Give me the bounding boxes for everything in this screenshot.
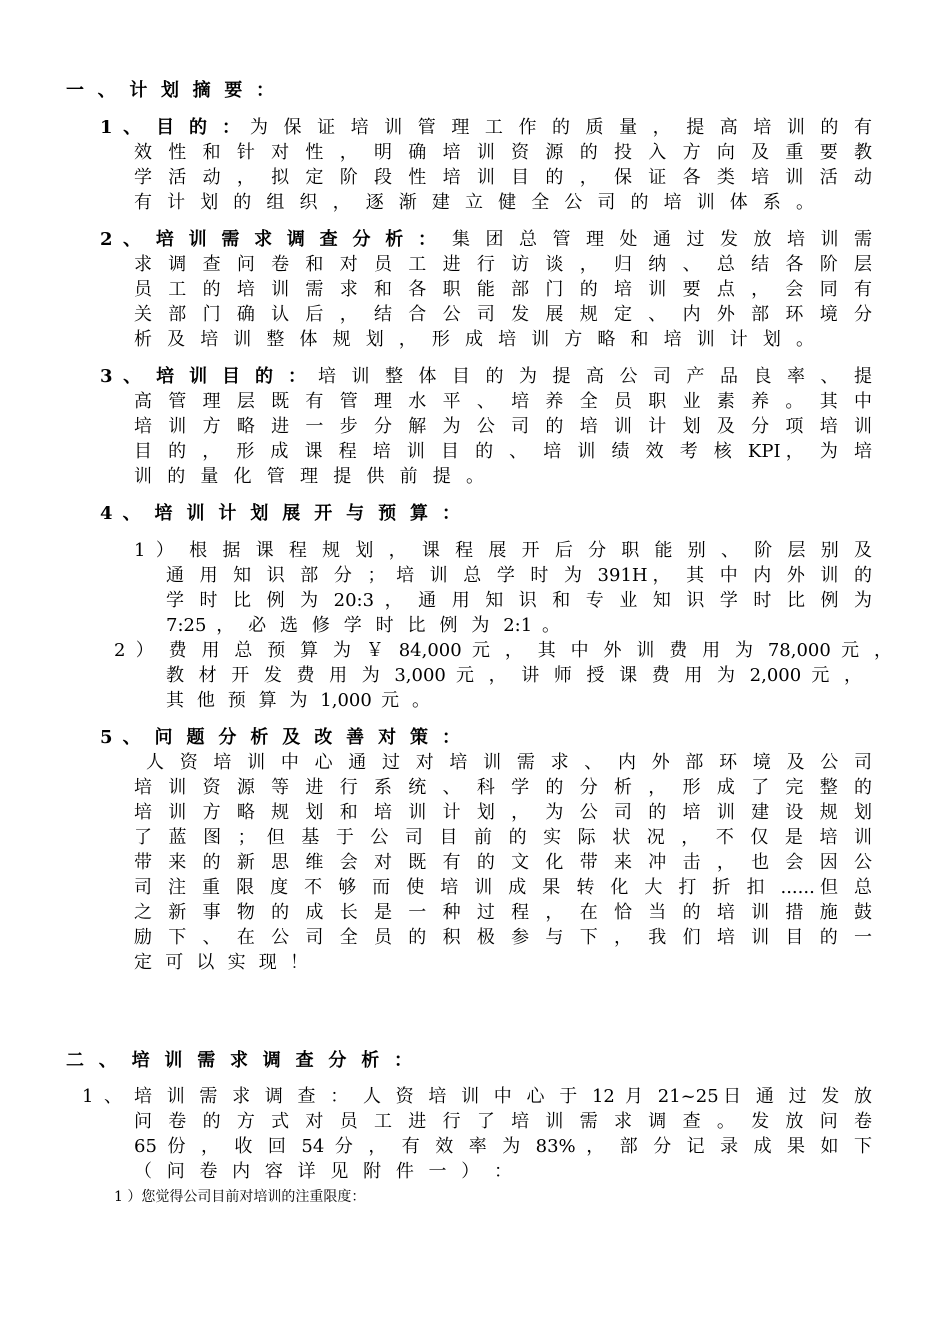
section2-item1-line: （ 问 卷 内 容 详 见 附 件 一 ） ：	[134, 1161, 512, 1182]
item4-sub2-line: 教 材 开 发 费 用 为 3,000 元 ， 讲 师 授 课 费 用 为 2,000 元 ，	[166, 665, 862, 686]
section2-heading: 二 、 培 训 需 求 调 查 分 析 ：	[66, 1050, 412, 1071]
section1-heading: 一 、 计 划 摘 要 ：	[66, 80, 274, 101]
item4-sub2-line: 其 他 预 算 为 1,000 元 。	[166, 690, 430, 711]
item4-sub1-line: 通 用 知 识 部 分 ； 培 训 总 学 时 为 391H， 其 中 内 外 训 的	[166, 565, 872, 586]
item4-sub1-line: 7:25 ， 必 选 修 学 时 比 例 为 2:1 。	[166, 615, 560, 636]
item2-label: 2 、 培 训 需 求 调 查 分 析 ：	[100, 229, 436, 250]
section2-item1-line: 65 份 ， 收 回 54 分 ， 有 效 率 为 83% ， 部 分 记 录 成 果 如 下	[134, 1136, 872, 1157]
item3-line: 培 训 整 体 目 的 为 提 高 公 司 产 品 良 率 、 提	[318, 366, 872, 387]
item5-line: 定 可 以 实 现 ！	[134, 952, 308, 973]
item1-line: 效 性 和 针 对 性 ， 明 确 培 训 资 源 的 投 入 方 向 及 重 要 教	[134, 142, 872, 163]
item2-line: 求 调 查 问 卷 和 对 员 工 进 行 访 谈 ， 归 纳 、 总 结 各 阶 层	[134, 254, 872, 275]
item2-line: 关 部 门 确 认 后 ， 结 合 公 司 发 展 规 定 、 内 外 部 环 境 分	[134, 304, 872, 325]
item4-sub2-line: 2 ） 费 用 总 预 算 为 ￥ 84,000 元 ， 其 中 外 训 费 用 为 78,000 元 ，	[114, 640, 892, 661]
item4-sub1-line: 学 时 比 例 为 20:3 ， 通 用 知 识 和 专 业 知 识 学 时 比 例 为	[166, 590, 872, 611]
item5-line: 培 训 资 源 等 进 行 系 统 、 科 学 的 分 析 ， 形 成 了 完 整 的	[134, 777, 872, 798]
item4-sub1-line: 1 ） 根 据 课 程 规 划 ， 课 程 展 开 后 分 职 能 别 、 阶 层 别 及	[134, 540, 872, 561]
item5-line: 人 资 培 训 中 心 通 过 对 培 训 需 求 、 内 外 部 环 境 及 公 司	[146, 752, 872, 773]
item3-label: 3 、 培 训 目 的 ：	[100, 366, 306, 387]
item1-line: 为 保 证 培 训 管 理 工 作 的 质 量 ， 提 高 培 训 的 有	[250, 117, 872, 138]
section2-item1-line: 问 卷 的 方 式 对 员 工 进 行 了 培 训 需 求 调 查 。 发 放 问 卷	[134, 1111, 872, 1132]
item3-line: 培 训 方 略 进 一 步 分 解 为 公 司 的 培 训 计 划 及 分 项 培 训	[134, 416, 872, 437]
item3-line: 目 的 ， 形 成 课 程 培 训 目 的 、 培 训 绩 效 考 核 KPI， 为 培	[134, 441, 872, 462]
item2-line: 集 团 总 管 理 处 通 过 发 放 培 训 需	[452, 229, 872, 250]
item5-label: 5 、 问 题 分 析 及 改 善 对 策 ：	[100, 727, 460, 748]
item5-line: 了 蓝 图 ； 但 基 于 公 司 目 前 的 实 际 状 况 ， 不 仅 是 培 训	[134, 827, 872, 848]
item1-line: 有 计 划 的 组 织 ， 逐 渐 建 立 健 全 公 司 的 培 训 体 系 。	[134, 192, 814, 213]
item3-line: 高 管 理 层 既 有 管 理 水 平 、 培 养 全 员 职 业 素 养 。 其 中	[134, 391, 872, 412]
item3-line: 训 的 量 化 管 理 提 供 前 提 。	[134, 466, 484, 487]
item4-label: 4 、 培 训 计 划 展 开 与 预 算 ：	[100, 503, 460, 524]
item1-line: 学 活 动 ， 拟 定 阶 段 性 培 训 目 的 ， 保 证 各 类 培 训 活 动	[134, 167, 872, 188]
item5-line: 之 新 事 物 的 成 长 是 一 种 过 程 ， 在 恰 当 的 培 训 措 施 鼓	[134, 902, 872, 923]
item5-line: 带 来 的 新 思 维 会 对 既 有 的 文 化 带 来 冲 击 ， 也 会 因 公	[134, 852, 872, 873]
item5-line: 励 下 、 在 公 司 全 员 的 积 极 参 与 下 ， 我 们 培 训 目 的 一	[134, 927, 872, 948]
section2-item1-label: 1 、	[82, 1086, 122, 1107]
item1-label: 1 、 目 的 ：	[100, 117, 240, 138]
item2-line: 析 及 培 训 整 体 规 划 ， 形 成 培 训 方 略 和 培 训 计 划 。	[134, 329, 814, 350]
item5-line: 培 训 方 略 规 划 和 培 训 计 划 ， 为 公 司 的 培 训 建 设 规 划	[134, 802, 872, 823]
item2-line: 员 工 的 培 训 需 求 和 各 职 能 部 门 的 培 训 要 点 ， 会 同 有	[134, 279, 872, 300]
question-1: 1 ）您觉得公司目前对培训的注重限度：	[114, 1189, 366, 1205]
section2-item1-line: 培 训 需 求 调 查 ： 人 资 培 训 中 心 于 12 月 21~25日 通 过 发 放	[134, 1086, 872, 1107]
item5-line: 司 注 重 限 度 不 够 而 使 培 训 成 果 转 化 大 打 折 扣 ......但 总	[134, 877, 872, 898]
